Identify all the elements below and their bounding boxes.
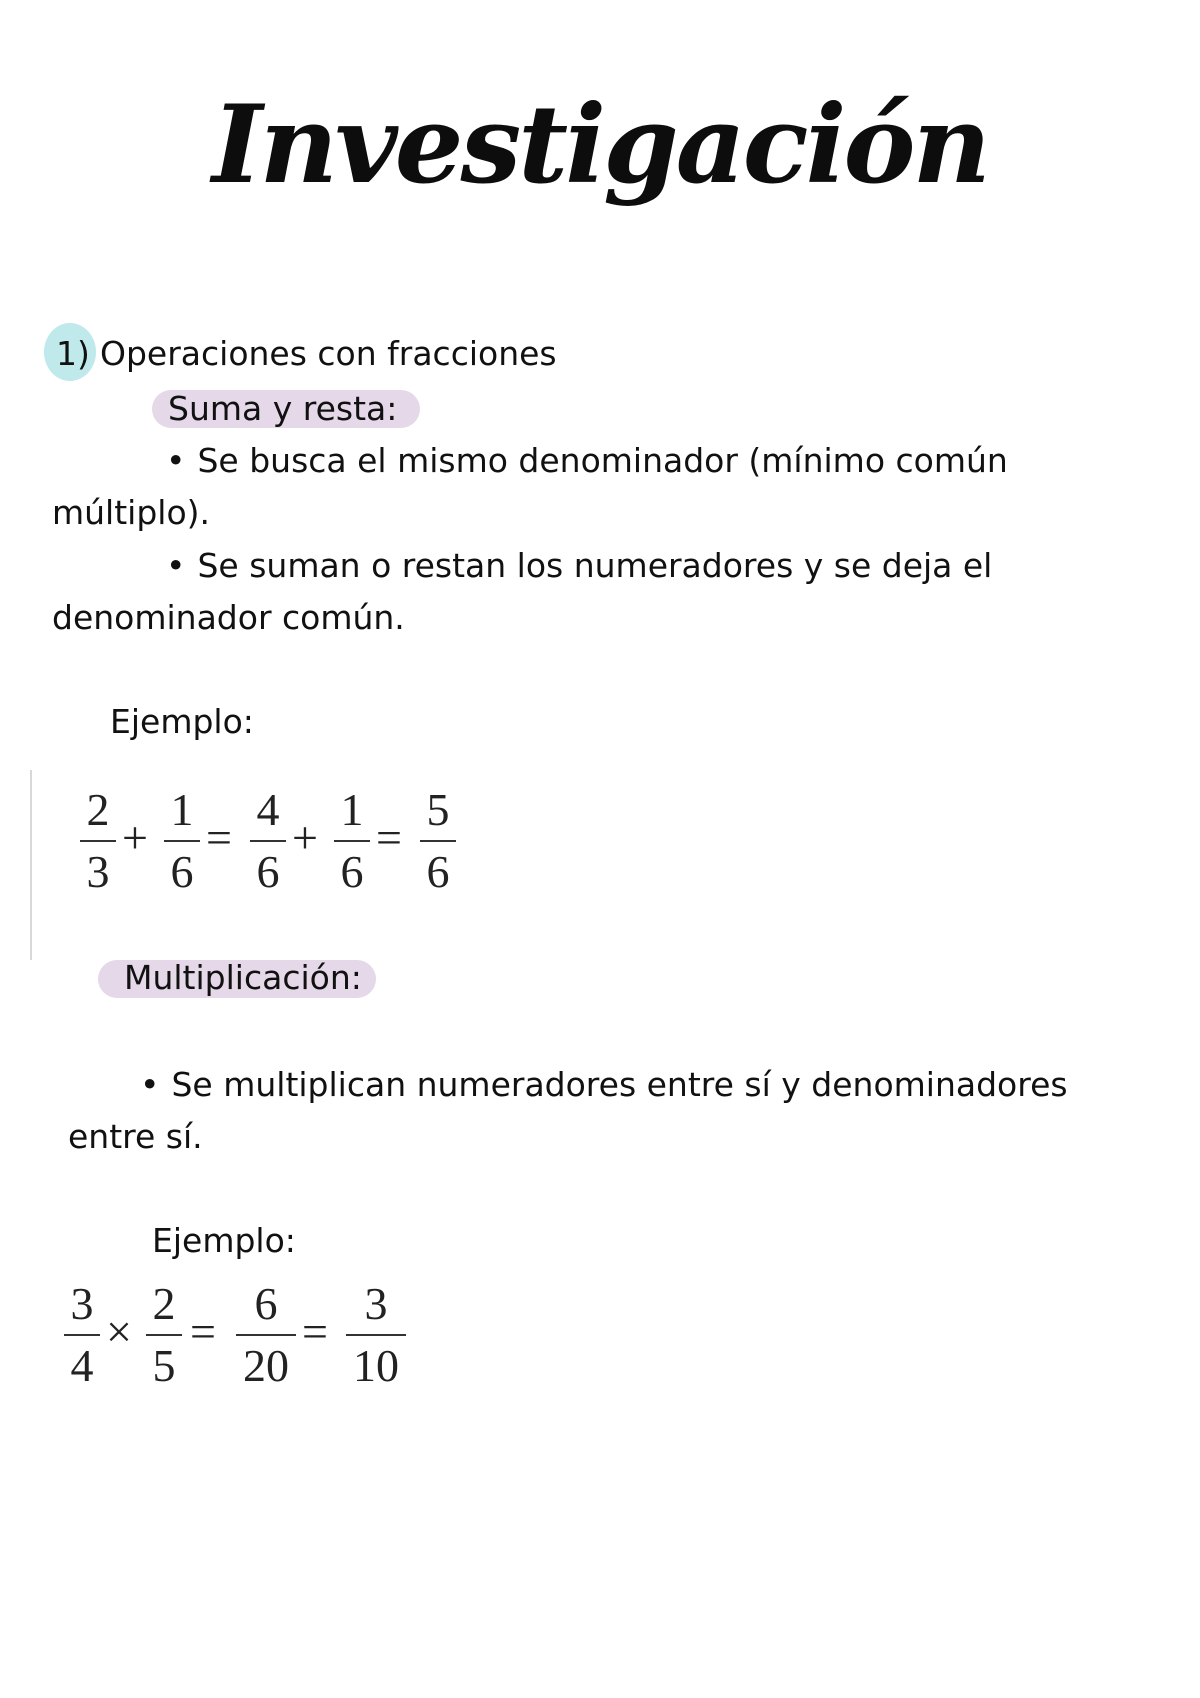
fraction: 1 6 [334,786,370,896]
suma-bullet-1-cont: múltiplo). [52,493,211,532]
multiplicacion-bullet-1-cont: entre sí. [68,1117,203,1156]
operator: = [376,812,402,863]
operator: × [106,1306,132,1357]
suma-bullet-1: • Se busca el mismo denominador (mínimo común [166,441,1008,481]
operator: = [190,1306,216,1357]
multiplicacion-label: Multiplicación: [124,958,362,997]
suma-example-label: Ejemplo: [110,702,254,741]
operator: = [302,1306,328,1357]
operator: + [122,812,148,863]
fraction: 1 6 [164,786,200,896]
fraction: 4 6 [250,786,286,896]
operator: + [292,812,318,863]
fraction: 6 20 [236,1280,296,1390]
page-title: Investigación [211,82,989,208]
section-number: 1) [56,334,90,373]
margin-line [30,770,32,960]
suma-bullet-2-cont: denominador común. [52,598,405,637]
fraction: 2 3 [80,786,116,896]
multiplicacion-bullet-1: • Se multiplican numeradores entre sí y denominadores [140,1065,1068,1105]
fraction: 3 4 [64,1280,100,1390]
fraction: 3 10 [346,1280,406,1390]
section-heading: Operaciones con fracciones [100,334,557,373]
suma-label: Suma y resta: [168,389,398,428]
fraction: 5 6 [420,786,456,896]
multiplicacion-example-label: Ejemplo: [152,1221,296,1260]
operator: = [206,812,232,863]
fraction: 2 5 [146,1280,182,1390]
suma-bullet-2: • Se suman o restan los numeradores y se deja el [166,546,992,586]
